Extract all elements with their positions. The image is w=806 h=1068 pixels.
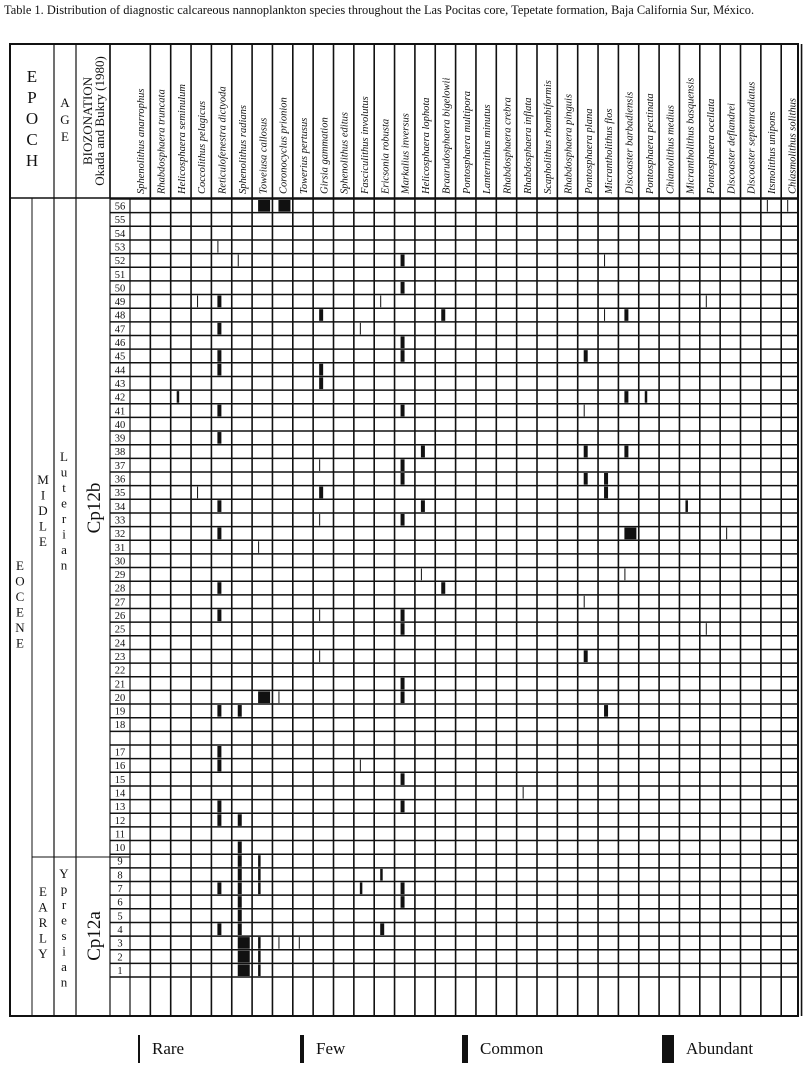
- legend-common: [462, 1034, 543, 1064]
- occurrence-mark-rare: [787, 200, 788, 212]
- sample-number: 8: [117, 870, 123, 882]
- occurrence-mark-rare: [624, 569, 625, 581]
- epoch-header-letter: O: [25, 109, 39, 128]
- age-ypresian-letter: r: [61, 897, 67, 912]
- occurrence-mark-common: [319, 364, 323, 376]
- subepoch-early-letter: L: [39, 930, 47, 946]
- sample-number: 20: [114, 692, 126, 704]
- occurrence-mark-abundant: [278, 200, 290, 212]
- sample-number: 1: [117, 965, 123, 977]
- sample-number: 30: [114, 556, 126, 568]
- epoch-header: [26, 67, 38, 170]
- occurrence-mark-common: [401, 691, 405, 703]
- species-name: Lanternithus minutus: [482, 104, 494, 194]
- occurrence-mark-common: [401, 623, 405, 635]
- sample-number: 47: [114, 324, 126, 336]
- age-luterian-letter: a: [61, 542, 67, 557]
- occurrence-mark-common: [217, 610, 221, 622]
- sample-number: 36: [114, 474, 126, 486]
- occurrence-mark-common: [401, 896, 405, 908]
- epoch-eocene: [15, 558, 25, 651]
- occurrence-mark-abundant: [238, 937, 250, 949]
- sample-number: 33: [114, 515, 126, 527]
- sample-number: 9: [117, 856, 123, 868]
- occurrence-mark-common: [584, 473, 588, 485]
- species-name: Girsia gammation: [319, 117, 331, 194]
- occurrence-mark-common: [217, 296, 221, 308]
- species-name: Scapholithus rhombiformis: [543, 80, 555, 194]
- age-header-letter: E: [61, 129, 69, 144]
- sample-number: 38: [114, 447, 126, 459]
- species-name: Rhabdosphaera inflata: [522, 97, 534, 194]
- occurrence-mark-common: [238, 910, 242, 922]
- subepoch-midle: [37, 472, 49, 549]
- occurrence-mark-common: [217, 760, 221, 772]
- sample-number: 54: [114, 228, 126, 240]
- rare-mark-icon: [138, 1035, 140, 1063]
- occurrence-mark-common: [624, 309, 628, 321]
- occurrence-mark-abundant: [624, 528, 636, 540]
- sample-number: 46: [114, 338, 126, 349]
- age-luterian-letter: t: [62, 480, 66, 495]
- sample-number: 21: [114, 679, 126, 691]
- sample-number: 48: [114, 310, 126, 322]
- occurrence-mark-common: [604, 473, 608, 485]
- occurrence-mark-rare: [604, 255, 605, 267]
- sample-number: 3: [117, 938, 123, 950]
- species-name: Micrantholithus flos: [604, 108, 616, 194]
- sample-number: 22: [114, 665, 126, 677]
- age-luterian-letter: L: [60, 449, 68, 464]
- common-mark-icon: [462, 1035, 468, 1063]
- occurrence-mark-common: [401, 255, 405, 267]
- occurrence-mark-rare: [258, 541, 259, 553]
- legend-few: [300, 1034, 345, 1064]
- sample-number: 50: [114, 283, 126, 295]
- occurrence-mark-common: [217, 350, 221, 362]
- species-name: Helicosphaera seminulum: [176, 84, 188, 194]
- occurrence-mark-few: [360, 883, 363, 895]
- species-name: Toweiusa callosus: [258, 117, 270, 194]
- occurrence-mark-common: [401, 883, 405, 895]
- occurrence-mark-few: [685, 500, 688, 512]
- epoch-eocene-letter: E: [16, 604, 24, 620]
- occurrence-mark-common: [624, 391, 628, 403]
- epoch-eocene-letter: E: [16, 558, 24, 573]
- age-ypresian-letter: n: [60, 974, 68, 990]
- sample-number: 51: [114, 269, 126, 281]
- subepoch-midle-letter: E: [39, 534, 47, 549]
- occurrence-mark-common: [217, 528, 221, 540]
- sample-number: 32: [114, 529, 126, 541]
- subepoch-midle-letter: D: [38, 503, 48, 518]
- zone-cp12b: Cp12b: [84, 482, 105, 534]
- age-luterian-letter: i: [62, 526, 66, 542]
- species-name: Chiasmolithus solithus: [787, 98, 799, 194]
- sample-number: 11: [114, 829, 126, 841]
- occurrence-mark-common: [401, 405, 405, 417]
- sample-number: 29: [114, 570, 126, 582]
- occurrence-mark-few: [258, 951, 261, 963]
- occurrence-mark-common: [217, 705, 221, 717]
- epoch-header-letter: P: [27, 88, 37, 107]
- occurrence-mark-abundant: [258, 691, 270, 703]
- abundance-legend: [0, 1032, 806, 1068]
- sample-numbers: [115, 202, 126, 977]
- species-name: Coccolithus pelagicus: [197, 100, 209, 194]
- occurrence-mark-common: [217, 883, 221, 895]
- occurrence-mark-rare: [238, 255, 239, 267]
- sample-number: 55: [114, 215, 126, 227]
- species-name: Sphenolithus radians: [237, 105, 249, 194]
- species-name: Reticulofenestra dictyoda: [217, 86, 229, 194]
- occurrence-mark-common: [584, 650, 588, 662]
- occurrence-cells: [177, 200, 789, 976]
- epoch-eocene-letter: N: [15, 620, 25, 635]
- occurrence-mark-abundant: [238, 964, 250, 976]
- occurrence-mark-rare: [706, 623, 707, 635]
- sample-number: 39: [114, 433, 126, 445]
- occurrence-mark-rare: [278, 937, 279, 949]
- species-name: Fasciculithus involutus: [360, 96, 372, 194]
- epoch-header-letter: H: [25, 151, 39, 170]
- occurrence-mark-common: [441, 582, 445, 594]
- sample-number: 19: [114, 706, 126, 718]
- occurrence-mark-few: [258, 855, 261, 867]
- species-name: Micrantholithus basquensis: [685, 77, 697, 194]
- occurrence-mark-common: [319, 309, 323, 321]
- species-name: Pontosphaera ocellata: [705, 98, 717, 194]
- age-luterian-letter: r: [61, 511, 67, 526]
- occurrence-mark-rare: [299, 937, 300, 949]
- epoch-eocene-letter: O: [15, 573, 25, 589]
- occurrence-mark-common: [217, 582, 221, 594]
- occurrence-mark-common: [217, 923, 221, 935]
- occurrence-mark-common: [421, 446, 425, 458]
- sample-number: 56: [114, 201, 126, 213]
- sample-number: 44: [114, 365, 126, 377]
- species-name: Braarudosphaera bigelowii: [441, 77, 453, 194]
- few-mark-icon: [300, 1035, 304, 1063]
- sample-number: 2: [117, 952, 123, 964]
- occurrence-mark-rare: [584, 596, 585, 608]
- age-header-letter: A: [60, 95, 70, 110]
- epoch-header-letter: E: [26, 67, 38, 86]
- sample-number: 15: [114, 774, 126, 786]
- occurrence-mark-common: [421, 500, 425, 512]
- occurrence-mark-common: [238, 842, 242, 854]
- occurrence-mark-rare: [767, 200, 768, 212]
- legend-common-label: Common: [480, 1039, 544, 1058]
- occurrence-mark-common: [238, 869, 242, 881]
- occurrence-mark-few: [258, 883, 261, 895]
- occurrence-mark-rare: [360, 760, 361, 772]
- table-headers: [15, 56, 107, 989]
- subepoch-midle-letter: I: [40, 487, 46, 503]
- sample-number: 27: [114, 597, 126, 609]
- occurrence-mark-common: [238, 896, 242, 908]
- occurrence-mark-common: [604, 487, 608, 499]
- species-name: Pontosphaera multipora: [461, 91, 473, 194]
- occurrence-mark-common: [238, 883, 242, 895]
- sample-number: 53: [114, 242, 126, 254]
- zone-cp12a: Cp12a: [84, 911, 105, 961]
- sample-number: 13: [114, 802, 126, 814]
- age-luterian: [60, 449, 68, 573]
- occurrence-mark-common: [401, 282, 405, 294]
- sample-number: 4: [117, 924, 123, 936]
- sample-number: 25: [114, 624, 126, 636]
- occurrence-mark-rare: [319, 514, 320, 526]
- occurrence-mark-common: [401, 610, 405, 622]
- epoch-eocene-letter: C: [15, 589, 25, 604]
- occurrence-mark-common: [401, 678, 405, 690]
- sample-number: 6: [117, 897, 123, 909]
- age-luterian-letter: u: [60, 464, 68, 480]
- legend-abundant: [662, 1034, 753, 1064]
- age-header: [60, 95, 70, 144]
- species-name: Itsmolithus unipons: [767, 111, 779, 194]
- species-name: Discoaster septemradiatus: [746, 81, 758, 194]
- legend-rare: [138, 1034, 184, 1064]
- sample-number: 24: [114, 638, 126, 650]
- occurrence-mark-few: [258, 937, 261, 949]
- species-name: Rhabdosphaera truncata: [156, 89, 168, 194]
- occurrence-mark-few: [258, 964, 261, 976]
- subepoch-early-letter: Y: [38, 946, 48, 961]
- occurrence-mark-few: [177, 391, 180, 403]
- occurrence-mark-common: [401, 801, 405, 813]
- abundant-mark-icon: [662, 1035, 674, 1063]
- occurrence-mark-common: [319, 487, 323, 499]
- species-name: Coronocyclus prionion: [278, 97, 290, 194]
- species-name: Helicosphaera lophota: [421, 97, 433, 194]
- occurrence-mark-abundant: [238, 951, 250, 963]
- occurrence-mark-common: [238, 814, 242, 826]
- occurrence-mark-rare: [360, 323, 361, 335]
- sample-number: 14: [114, 788, 126, 800]
- occurrence-mark-common: [238, 923, 242, 935]
- occurrence-mark-rare: [584, 405, 585, 417]
- occurrence-mark-common: [401, 350, 405, 362]
- occurrence-mark-common: [319, 377, 323, 389]
- occurrence-mark-rare: [380, 296, 381, 308]
- legend-few-label: Few: [316, 1039, 346, 1058]
- species-name: Pontosphaera plana: [583, 108, 595, 194]
- sample-number: 10: [114, 843, 126, 855]
- age-ypresian-letter: a: [61, 959, 67, 974]
- occurrence-mark-common: [584, 446, 588, 458]
- legend-rare-label: Rare: [152, 1039, 185, 1058]
- subepoch-early-letter: E: [39, 884, 47, 899]
- occurrence-mark-common: [380, 923, 384, 935]
- age-ypresian: [59, 866, 69, 990]
- occurrence-mark-common: [238, 705, 242, 717]
- epoch-eocene-letter: E: [16, 635, 24, 651]
- occurrence-mark-common: [217, 432, 221, 444]
- age-header-letter: G: [60, 112, 70, 127]
- occurrence-mark-rare: [278, 691, 279, 703]
- sample-number: 52: [114, 256, 126, 268]
- species-name: Ericsonia robusta: [380, 118, 392, 194]
- sample-number: 16: [114, 761, 126, 773]
- sample-number: 42: [114, 392, 126, 404]
- occurrence-mark-abundant: [258, 200, 270, 212]
- sample-number: 28: [114, 583, 126, 595]
- occurrence-mark-rare: [319, 459, 320, 471]
- occurrence-mark-rare: [523, 787, 524, 799]
- subepoch-early-letter: A: [38, 899, 48, 915]
- species-name: Rhabdosphaera pinguis: [563, 93, 575, 194]
- species-name: Pontosphaera pectinata: [644, 93, 656, 194]
- sample-number: 18: [114, 720, 126, 732]
- species-name: Markalius inversus: [400, 113, 412, 194]
- sample-number: 7: [117, 884, 123, 895]
- biozonation-reference: Okada and Bukry (1980): [92, 56, 107, 186]
- subepoch-midle-letter: L: [39, 518, 47, 534]
- occurrence-mark-common: [604, 705, 608, 717]
- age-luterian-letter: n: [60, 557, 68, 573]
- sample-number: 43: [114, 378, 126, 390]
- sample-number: 45: [114, 351, 126, 363]
- biozonation-header: BIOZONATION: [80, 76, 95, 166]
- occurrence-mark-rare: [421, 569, 422, 581]
- sample-number: 23: [114, 651, 126, 663]
- occurrence-mark-common: [401, 473, 405, 485]
- occurrence-mark-common: [217, 405, 221, 417]
- occurrence-mark-common: [238, 855, 242, 867]
- sample-number: 5: [117, 911, 123, 923]
- species-name: Discoaster barbadiensis: [624, 91, 636, 194]
- occurrence-mark-common: [217, 746, 221, 758]
- occurrence-mark-common: [217, 323, 221, 335]
- species-name: Discoaster deflandrei: [726, 103, 738, 194]
- age-ypresian-letter: s: [61, 928, 67, 943]
- sample-number: 40: [114, 419, 126, 431]
- sample-number: 49: [114, 297, 126, 309]
- species-name: Towerius pertusus: [298, 117, 310, 194]
- species-name: Rhabdosphaera crebra: [502, 97, 514, 194]
- occurrence-mark-rare: [319, 610, 320, 622]
- subepoch-early: [38, 884, 48, 961]
- occurrence-mark-common: [624, 446, 628, 458]
- occurrence-mark-common: [401, 459, 405, 471]
- occurrence-mark-common: [217, 801, 221, 813]
- species-name: Sphenolithus editus: [339, 112, 351, 194]
- sample-number: 31: [114, 542, 126, 554]
- age-ypresian-letter: e: [61, 912, 67, 928]
- occurrence-mark-rare: [726, 528, 727, 540]
- subepoch-midle-letter: M: [37, 472, 49, 487]
- occurrence-mark-rare: [197, 487, 198, 499]
- sample-number: 35: [114, 488, 126, 500]
- occurrence-mark-common: [584, 350, 588, 362]
- sample-number: 26: [114, 611, 126, 622]
- age-ypresian-letter: p: [60, 881, 68, 897]
- epoch-header-letter: C: [26, 130, 38, 149]
- occurrence-mark-common: [401, 773, 405, 785]
- subepoch-early-letter: R: [38, 915, 48, 930]
- species-name: Chiamolithus medius: [665, 105, 677, 194]
- occurrence-mark-common: [217, 364, 221, 376]
- occurrence-mark-common: [217, 814, 221, 826]
- species-name: Sphenolithus anarrophus: [136, 88, 148, 194]
- occurrence-mark-common: [217, 500, 221, 512]
- age-luterian-letter: e: [61, 495, 67, 511]
- occurrence-mark-few: [380, 869, 383, 881]
- table-caption: Table 1. Distribution of diagnostic calcareous nannoplankton species throughout the Las Pocitas core, Tepetate formation, Baja California Sur, México.: [4, 3, 755, 17]
- legend-abundant-label: Abundant: [686, 1039, 754, 1058]
- occurrence-mark-rare: [197, 296, 198, 308]
- occurrence-mark-few: [258, 869, 261, 881]
- sample-number: 17: [114, 747, 126, 759]
- occurrence-mark-rare: [217, 241, 218, 253]
- sample-number: 41: [114, 406, 126, 418]
- occurrence-mark-common: [401, 337, 405, 349]
- age-ypresian-letter: Y: [59, 866, 69, 881]
- sample-number: 34: [114, 501, 126, 513]
- occurrence-mark-common: [441, 309, 445, 321]
- age-ypresian-letter: i: [62, 943, 66, 959]
- occurrence-mark-few: [645, 391, 648, 403]
- occurrence-mark-rare: [706, 296, 707, 308]
- sample-number: 12: [114, 815, 126, 827]
- sample-number: 37: [114, 460, 126, 472]
- occurrence-mark-rare: [319, 650, 320, 662]
- occurrence-mark-common: [401, 514, 405, 526]
- occurrence-mark-rare: [604, 309, 605, 321]
